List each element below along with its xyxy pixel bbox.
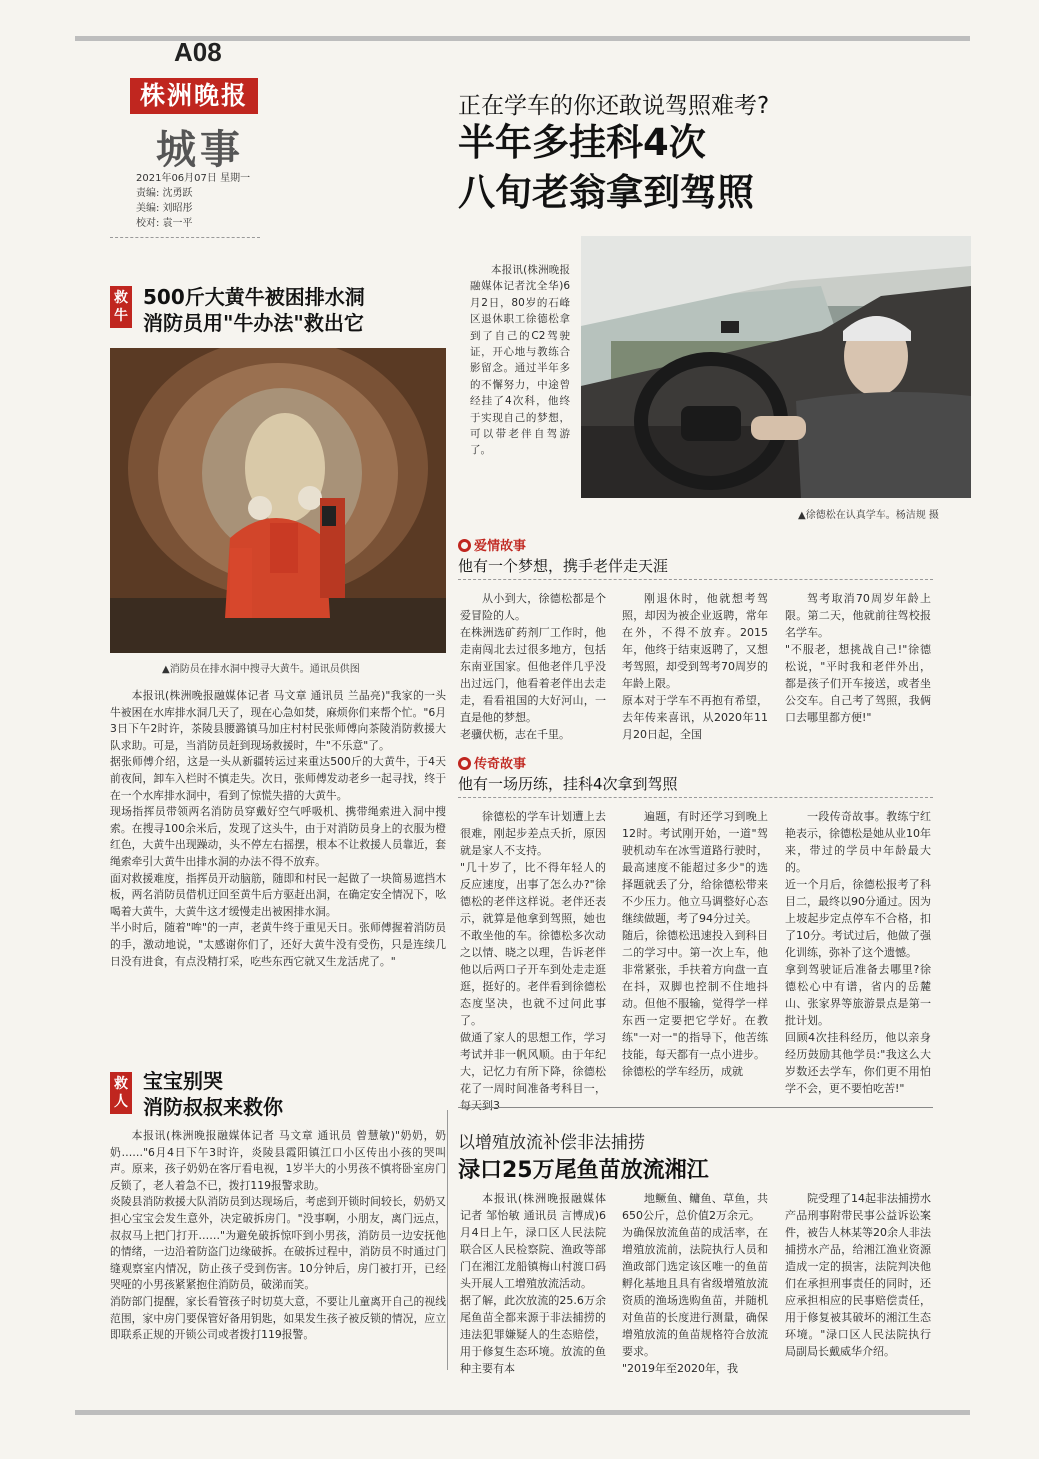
fish-col-2: 地鳜鱼、鳙鱼、草鱼，共650公斤，总价值2万余元。 为确保放流鱼苗的成活率，在增殖放流前，法院执行人员和渔政部门选定该区唯一的鱼苗孵化基地且具有省级增殖放流资质的渔场选购鱼苗，并随机对鱼苗的长度进行测量，确保增殖放流的鱼苗规格符合放流要求。 "2019年至2020年，我 [622,1192,768,1375]
love-story-tag: 爱情故事 [458,535,526,554]
lead-headline [458,118,754,218]
page-number: A08 [174,37,222,67]
legend-story-col-1: 徐德松的学车计划遭上去很难，刚起步差点夭折，原因就是家人不支持。 "几十岁了，比不得年轻人的反应速度，出事了怎么办?"徐德松的老伴这样说。老伴还表示，就算是他拿到驾照，她也不敢坐他的车。徐德松多次动之以情、晓之以理，告诉老伴他以后两口子开车到处走走逛逛，挺好的。老伴看到徐德松态度坚决，也就不过问此事了。 做通了家人的思想工作，学习考试并非一帆风顺。由于年纪大，记忆力有所下降，徐德松花了一周时间准备考科目一，每天到3 [460,810,606,1112]
designer-credit: 美编: 刘昭彤 [136,203,193,214]
fish-col-3: 院受理了14起非法捕捞水产品刑事附带民事公益诉讼案件，被告人林某等20余人非法捕捞水产品，给湘江渔业资源造成一定的损害，法院判决他们在承担刑事责任的同时，还应承担相应的民事赔偿责任，用于修复被其破坏的湘江生态环境。"渌口区人民法院执行局副局长戴威华介绍。 [785,1192,931,1358]
tunnel-photo-illustration [110,348,446,653]
fish-kicker: 以增殖放流补偿非法捕捞 [458,1133,645,1153]
lead-photo-caption: ▲徐德松在认真学车。杨洁规 摄 [798,510,939,521]
divider [458,579,933,580]
cow-headline [143,284,365,336]
column-divider [447,1110,448,1370]
edition-date: 2021年06月07日 星期一 [136,173,251,184]
lead-headline-line-2: 八旬老翁拿到驾照 [458,171,754,214]
legend-story-col-3: 一段传奇故事。教练宁红艳表示，徐德松是她从业10年来，带过的学员中年龄最大的。 近一个月后，徐德松报考了科目二，最终以90分通过。因为上坡起步定点停车不合格，扣了10分。考试过后，他做了强化训练，弥补了这个遗憾。 拿到驾驶证后准备去哪里?徐德松心中有谱，省内的岳麓山、张家界等旅游景点是第一批计划。 回顾4次挂科经历，他以亲身经历鼓励其他学员:"我这么大岁数还去学车，你们更不用怕学不会，更不要怕吃苦!" [785,810,931,1095]
fish-headline: 渌口25万尾鱼苗放流湘江 [458,1158,709,1183]
baby-headline-line-2: 消防叔叔来救你 [143,1095,283,1119]
circle-tag-icon [458,757,471,770]
fish-col-1: 本报讯(株洲晚报融媒体记者 邹怡敏 通讯员 言博成)6月4日上午，渌口区人民法院联合区人民检察院、渔政等部门在湘江龙船镇梅山村渡口码头开展人工增殖放流活动。 据了解，此次放流的25.6万余尾鱼苗全都来源于非法捕捞的违法犯罪嫌疑人的生态赔偿，用于修复生态环境。放流的鱼种主要有本 [460,1192,606,1375]
photo-driver-in-car [581,236,971,498]
baby-headline-line-1: 宝宝别哭 [143,1069,223,1093]
baby-body: 本报讯(株洲晚报融媒体记者 马文章 通讯员 曾慧敏)"奶奶，奶奶……"6月4日下午3时许，炎陵县霞阳镇江口小区传出小孩的哭叫声。原来，孩子奶奶在客厅看电视，1岁半大的小男孩不慎将卧室房门反锁了，老人着急不已，拨打119报警求助。 炎陵县消防救援大队消防员到达现场后，考虑到开锁时间较长，奶奶又担心宝宝会发生意外，决定破拆房门。"没事啊，小朋友，离门远点，叔叔马上把门打开……"为避免破拆惊吓到小男孩，消防员一边安抚他的情绪，一边沿着防盗门边缘破拆。在破拆过程中，消防员不时通过门缝观察室内情况，防止孩子受到伤害。10分钟后，房门被打开，已经哭哑的小男孩紧紧抱住消防员，破涕而笑。 消防部门提醒，家长看管孩子时切莫大意，不要让儿童离开自己的视线范围，家中房门要保管好备用钥匙，如果发生孩子被反锁的情况，应立即联系正规的开锁公司或者拨打119报警。 [110,1129,446,1342]
legend-story-subhead: 他有一场历练，挂科4次拿到驾照 [458,775,678,793]
cow-headline-line-2: 消防员用"牛办法"救出它 [143,311,364,335]
cow-photo-caption: ▲消防员在排水洞中搜寻大黄牛。通讯员供图 [162,664,360,675]
love-story-subhead: 他有一个梦想，携手老伴走天涯 [458,557,669,575]
proofreader-credit: 校对: 袁一平 [136,218,193,229]
cow-body: 本报讯(株洲晚报融媒体记者 马文章 通讯员 兰晶亮)"我家的一头牛被困在水库排水洞几天了，现在心急如焚，麻烦你们来帮个忙。"6月3日下午2时许，茶陵县腰潞镇马加庄村村民张师傅向茶陵消防救援大队求助。可是，当消防员赶到现场救援时，牛"不乐意"了。 据张师傅介绍，这是一头从新疆转运过来重达500斤的大黄牛，于4天前夜间，卸车入栏时不慎走失。次日，张师傅发动老乡一起寻找，终于在一个水库排水洞中，看到了惊慌失措的大黄牛。 现场指挥员带领两名消防员穿戴好空气呼吸机、携带绳索进入洞中搜索。在搜寻100余米后，发现了这头牛，由于对消防员身上的衣服为橙红色，大黄牛出现躁动，头不停左右摇摆，根本不让救援人员靠近，套绳索牵引大黄牛出排水洞的办法不得不放弃。 面对救援难度，指挥员开动脑筋，随即和村民一起做了一块简易遮挡木板，两名消防员借机迂回至黄牛后方驱赶出洞，在确定安全情况下，吆喝着大黄牛，大黄牛这才缓慢走出被困排水洞。 半小时后，随着"哞"的一声，老黄牛终于重见天日。张师傅握着消防员的手，激动地说，"太感谢你们了，还好大黄牛没有受伤，只是连续几日没有进食，有点没精打采，吃些东西它就又生龙活虎了。" [110,689,446,968]
newspaper-logo: 株洲晚报 [130,78,258,114]
rescue-person-tag: 救人 [110,1072,132,1114]
rescue-cow-tag: 救牛 [110,286,132,328]
lead-kicker: 正在学车的你还敢说驾照难考? [458,93,770,119]
baby-headline [143,1068,283,1120]
divider [458,797,933,798]
circle-tag-icon [458,539,471,552]
divider [110,237,260,238]
section-divider [458,1107,933,1108]
love-story-col-3: 驾考取消70周岁年龄上限。第二天，他就前往驾校报名学车。 "不服老，想挑战自己!"徐德松说，"平时我和老伴外出，都是孩子们开车接送，或者坐公交车。自己考了驾照，我俩口去哪里都方便!" [785,592,931,724]
editor-credit: 责编: 沈勇跃 [136,188,193,199]
love-story-col-2: 刚退休时，他就想考驾照，却因为被企业返聘，常年在外，不得不放弃。2015年，他终于结束返聘了，又想考驾照，却受到驾考70周岁的年龄上限。 原本对于学车不再抱有希望，去年传来喜讯，从2020年11月20日起，全国 [622,592,768,741]
love-story-col-1: 从小到大，徐德松都是个爱冒险的人。 在株洲选矿药剂厂工作时，他走南闯北去过很多地方，包括东南亚国家。但他老伴几乎没出过远门，他看着老伴出去走走，看看祖国的大好河山，一直是他的梦想。 老骥伏枥，志在千里。 [460,592,606,741]
photo-tunnel-rescue [110,348,446,653]
section-title: 城事 [156,126,244,173]
cow-headline-line-1: 500斤大黄牛被困排水洞 [143,285,365,309]
lead-headline-line-1: 半年多挂科4次 [458,121,706,164]
legend-story-tag: 传奇故事 [458,753,526,772]
bottom-rule [75,1410,970,1415]
legend-story-col-2: 遍题，有时还学习到晚上12时。考试刚开始，一道"驾驶机动车在冰雪道路行驶时，最高速度不能超过多少"的选择题就丢了分，给徐德松带来不少压力。他立马调整好心态继续做题，考了94分过关。 随后，徐德松迅速投入到科目二的学习中。第一次上车，他非常紧张，手扶着方向盘一直在抖，双脚也控制不住地抖动。但他不服输，觉得学一样东西一定要把它学好。在教练"一对一"的指导下，他苦练技能，每天都有一点小进步。 徐德松的学车经历，成就 [622,810,768,1078]
edition-meta [136,171,250,231]
lead-intro: 本报讯(株洲晚报融媒体记者沈全华)6月2日，80岁的石峰区退休职工徐德松拿到了自己的C2驾驶证，开心地与教练合影留念。通过半年多的不懈努力，中途曾经挂了4次科，他终于实现自己的梦想，可以带老伴自驾游了。 [470,264,570,457]
car-photo-illustration [581,236,971,498]
